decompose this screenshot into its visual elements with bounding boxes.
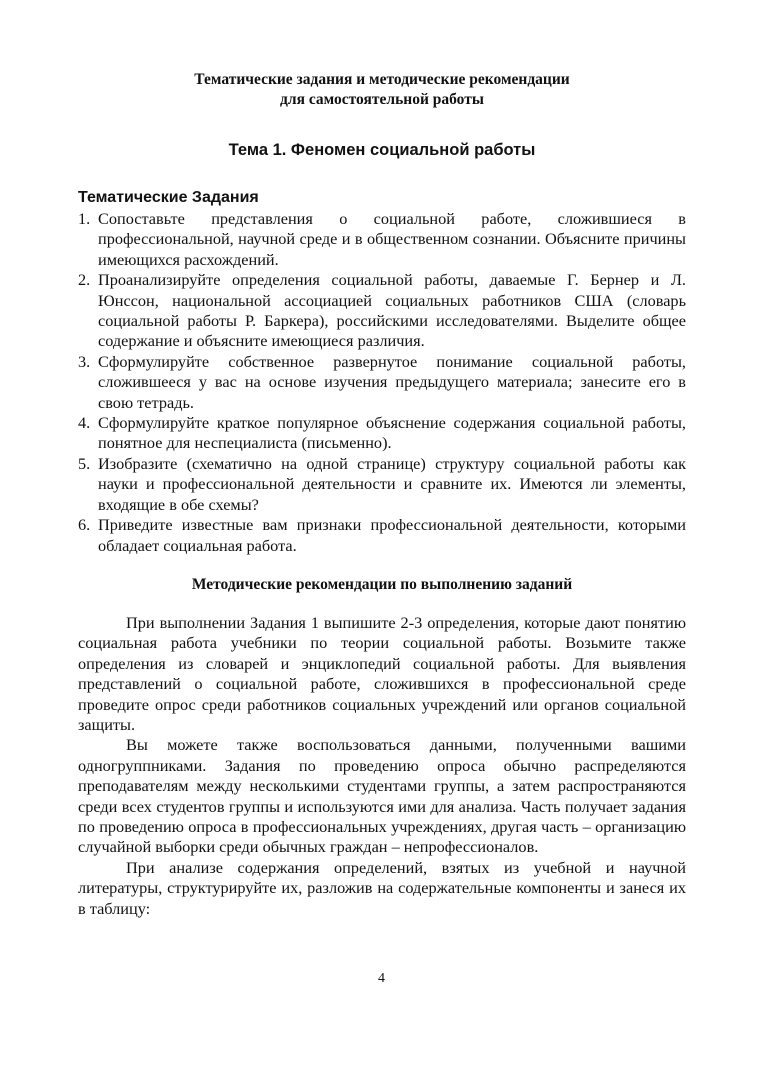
task-item-4 — [78, 413, 686, 454]
task-text: Сопоставьте представления о социальной работе, сложившиеся в профессиональной, научной среде и в общественном сознании. Объясните причины имеющихся расхождений. — [98, 209, 686, 269]
document-page — [78, 70, 686, 919]
task-item-3 — [78, 352, 686, 413]
task-number: 3. — [78, 351, 91, 371]
document-heading-line-2: для самостоятельной работы — [280, 91, 484, 108]
methods-paragraph-1: При выполнении Задания 1 выпишите 2-3 определения, которые дают понятию социальная работа учебники по теории социальной работы. Возьмите также определения из словарей и энциклопедий социальной работы. Для выявления представлений о социальной работе, сложившихся в профессиональной среде проведите опрос среди работников социальных учреждений или органов социальной защиты. — [78, 612, 686, 734]
task-number: 1. — [78, 209, 91, 228]
task-text: Проанализируйте определения социальной работы, даваемые Г. Бернер и Л. Юнссон, национальной ассоциацией социальных работников США (словарь социальной работы Р. Баркера), российскими исследователями. Выделите общее содержание и объясните имеющиеся различия. — [98, 270, 686, 351]
task-number: 2. — [78, 270, 91, 290]
methods-paragraph-2: Вы можете также воспользоваться данными, полученными вашими одногруппниками. Задания по проведению опроса обычно распределяются преподавателям между несколькими студентами группы, а затем распространяются среди всех студентов группы и используются ими для анализа. Часть получает задания по проведению опроса в профессиональных учреждениях, другая часть – организацию случайной выборки среди обычных граждан – непрофессионалов. — [78, 735, 686, 857]
task-text: Сформулируйте краткое популярное объяснение содержания социальной работы, понятное для неспециалиста (письменно). — [98, 413, 686, 453]
task-number: 4. — [78, 413, 91, 433]
task-number: 5. — [78, 453, 91, 473]
task-list — [78, 209, 686, 556]
task-item-5 — [78, 454, 686, 515]
task-item-6 — [78, 515, 686, 556]
task-item-2 — [78, 270, 686, 352]
topic-title: Тема 1. Феномен социальной работы — [228, 141, 536, 159]
page-number: 4 — [378, 971, 385, 986]
task-text: Сформулируйте собственное развернутое понимание социальной работы, сложившееся у вас на основе изучения предыдущего материала; занесите его в свою тетрадь. — [98, 351, 686, 412]
methods-paragraph-3: При анализе содержания определений, взятых из учебной и научной литературы, структурируйте их, разложив на содержательные компоненты и занеся их в таблицу: — [78, 857, 686, 918]
task-text: Приведите известные вам признаки профессиональной деятельности, которыми обладает социальная работа. — [98, 515, 686, 555]
task-text: Изобразите (схематично на одной странице) структуру социальной работы как науки и профессиональной деятельности и сравните их. Имеются ли элементы, входящие в обе схемы? — [98, 453, 686, 514]
task-item-1 — [78, 209, 686, 270]
methods-heading: Методические рекомендации по выполнению заданий — [191, 575, 573, 593]
tasks-heading: Тематические Задания — [78, 189, 259, 206]
task-number: 6. — [78, 515, 91, 535]
document-heading — [78, 70, 686, 110]
document-heading-line-1: Тематические задания и методические рекомендации — [194, 71, 570, 88]
